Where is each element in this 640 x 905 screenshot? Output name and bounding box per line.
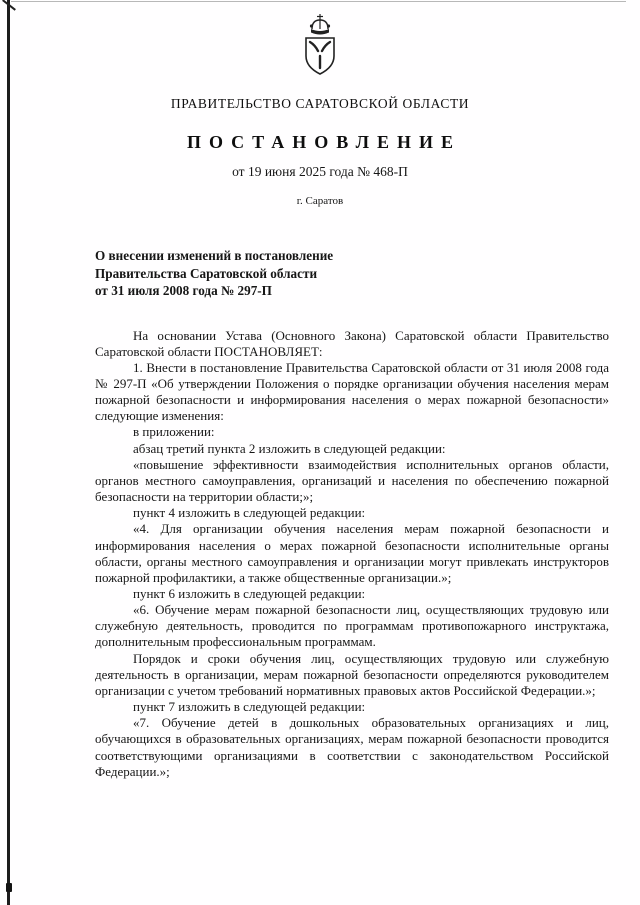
body-paragraph: «4. Для организации обучения населения мерам пожарной безопасности и информирования населения о мерах пожарной безопасности исполнительные органы области, органы местного самоуправления и организации могут привлекать инструкторов пожарной профилактики, а также общественные организации.»; <box>95 521 609 585</box>
document-body <box>95 328 609 780</box>
subject-line: О внесении изменений в постановление <box>95 248 334 263</box>
body-paragraph: На основании Устава (Основного Закона) Саратовской области Правительство Саратовской области ПОСТАНОВЛЯЕТ: <box>95 327 609 359</box>
body-paragraph: абзац третий пункта 2 изложить в следующей редакции: <box>133 440 446 456</box>
body-paragraph: пункт 7 изложить в следующей редакции: <box>133 699 366 715</box>
document-city: г. Саратов <box>296 195 344 207</box>
body-paragraph: 1. Внести в постановление Правительства Саратовской области от 31 июля 2008 года № 297-П «Об утверждении Положения о порядке организации обучения населения мерам пожарной безопасности и информирования населения о мерах пожарной безопасности» следующие изменения: <box>95 359 609 424</box>
scan-bottom-mark <box>6 883 12 892</box>
document-date-number: от 19 июня 2025 года № 468-П <box>232 164 408 179</box>
coat-of-arms <box>297 12 343 78</box>
body-paragraph: пункт 4 изложить в следующей редакции: <box>133 505 366 521</box>
body-paragraph: «6. Обучение мерам пожарной безопасности лиц, осуществляющих трудовую или служебную деятельность, проводится по программам противопожарного инструктажа, дополнительным профессиональным программам. <box>95 602 609 650</box>
scan-edge-top <box>11 1 626 2</box>
subject-line: от 31 июля 2008 года № 297-П <box>95 283 272 298</box>
government-name: ПРАВИТЕЛЬСТВО САРАТОВСКОЙ ОБЛАСТИ <box>170 96 470 111</box>
coat-of-arms-graphic <box>297 12 343 78</box>
scan-edge-left <box>7 0 10 905</box>
body-paragraph: в приложении: <box>133 424 215 440</box>
document-subject <box>95 247 600 300</box>
body-paragraph: пункт 6 изложить в следующей редакции: <box>133 586 366 601</box>
body-paragraph: Порядок и сроки обучения лиц, осуществляющих трудовую или служебную деятельность в организации, мерам пожарной безопасности определяются руководителем организации с учетом требований нормативных правовых актов Российской Федерации.»; <box>95 650 609 698</box>
body-paragraph: «7. Обучение детей в дошкольных образовательных организациях и лиц, обучающихся в образовательных организациях, мерам пожарной безопасности проводится соответствующими организациями в соответствии с законодательством Российской Федерации.»; <box>95 715 609 779</box>
subject-line: Правительства Саратовской области <box>95 265 318 281</box>
document-type-title: ПОСТАНОВЛЕНИЕ <box>186 132 462 152</box>
body-paragraph: «повышение эффективности взаимодействия исполнительных органов области, органов местного самоуправления, организаций и населения по обеспечению пожарной безопасности на территории области;»; <box>95 456 609 505</box>
